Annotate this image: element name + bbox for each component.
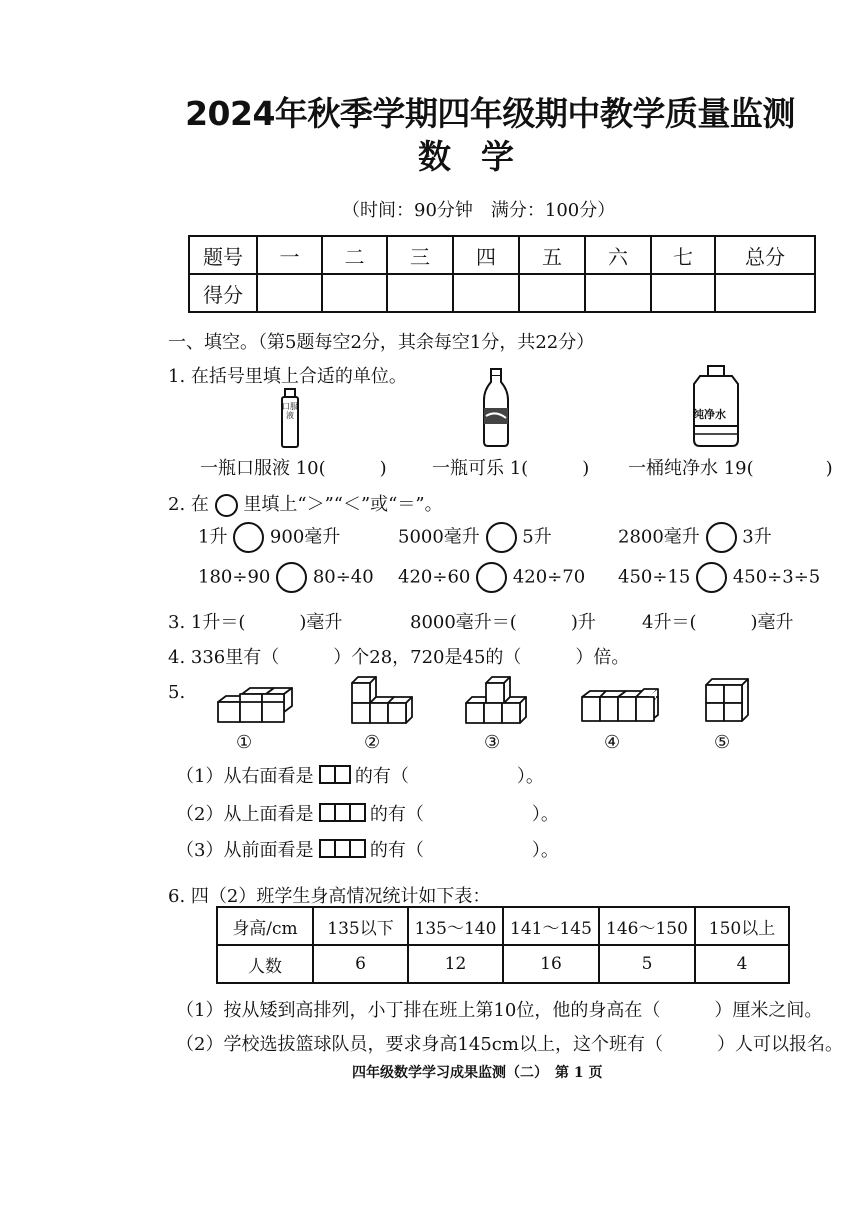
compare-item bbox=[198, 522, 340, 553]
q1-item: 一桶纯净水 19( ) bbox=[628, 458, 833, 479]
sub-prefix: （1）从右面看是 bbox=[176, 766, 314, 787]
answer-circle[interactable] bbox=[233, 522, 264, 553]
compare-right: 900毫升 bbox=[269, 526, 341, 548]
q6-sub1: （1）按从矮到高排列，小丁排在班上第10位，他的身高在（ ）厘米之间。 bbox=[176, 1000, 823, 1021]
count-cell: 6 bbox=[313, 945, 408, 983]
score-cell: 二 bbox=[322, 236, 387, 274]
score-cell: 三 bbox=[387, 236, 453, 274]
cube-figure-1 bbox=[212, 680, 302, 726]
figure-label: ① bbox=[236, 732, 253, 753]
score-blank[interactable] bbox=[651, 274, 715, 312]
score-table-score-row bbox=[189, 274, 815, 312]
figure-label: ⑤ bbox=[714, 732, 731, 753]
q1-text: 1. 在括号里填上合适的单位。 bbox=[168, 366, 407, 387]
three-squares-view-icon bbox=[319, 839, 364, 863]
compare-right: 420÷70 bbox=[512, 566, 586, 588]
height-table-header-row bbox=[217, 907, 789, 945]
height-header-cell: 135以下 bbox=[313, 907, 408, 945]
score-cell: 题号 bbox=[189, 236, 257, 274]
page-title: 2024年秋季学期四年级期中教学质量监测 bbox=[185, 94, 795, 133]
q5-sub3 bbox=[176, 836, 559, 863]
q1-item: 一瓶可乐 1( ) bbox=[432, 458, 590, 479]
count-cell: 12 bbox=[408, 945, 503, 983]
sub-suffix: 的有（ ）。 bbox=[369, 840, 559, 861]
cube-figure-2 bbox=[346, 673, 418, 725]
page-footer: 四年级数学学习成果监测（二） 第 1 页 bbox=[352, 1065, 603, 1081]
figure-label: ③ bbox=[484, 732, 501, 753]
q2-prefix: 2. 在 bbox=[168, 494, 209, 515]
sub-prefix: （3）从前面看是 bbox=[176, 840, 314, 861]
compare-item bbox=[398, 522, 552, 553]
circle-icon bbox=[215, 494, 238, 517]
q1-item: 一瓶口服液 10( ) bbox=[200, 458, 387, 479]
score-blank[interactable] bbox=[322, 274, 387, 312]
compare-left: 450÷15 bbox=[618, 566, 691, 588]
height-header-cell: 135～140 bbox=[408, 907, 503, 945]
q6-text: 6. 四（2）班学生身高情况统计如下表： bbox=[168, 886, 491, 907]
score-cell: 五 bbox=[519, 236, 585, 274]
count-cell: 4 bbox=[695, 945, 789, 983]
compare-right: 450÷3÷5 bbox=[732, 566, 821, 588]
compare-item bbox=[618, 522, 772, 553]
sub-suffix: 的有（ ）。 bbox=[369, 804, 559, 825]
answer-circle[interactable] bbox=[476, 562, 507, 593]
height-table-count-row bbox=[217, 945, 789, 983]
compare-item bbox=[618, 562, 820, 593]
score-blank[interactable] bbox=[453, 274, 519, 312]
score-cell: 六 bbox=[585, 236, 651, 274]
q5-sub1 bbox=[176, 762, 544, 789]
sub-suffix: 的有（ ）。 bbox=[354, 766, 544, 787]
height-header-cell: 身高/cm bbox=[217, 907, 313, 945]
section1-heading: 一、填空。（第5题每空2分，其余每空1分，共22分） bbox=[168, 332, 595, 353]
q4-text: 4. 336里有（ ）个28，720是45的（ ）倍。 bbox=[168, 647, 630, 668]
q5-sub2 bbox=[176, 800, 559, 827]
compare-left: 420÷60 bbox=[398, 566, 471, 588]
score-blank[interactable] bbox=[257, 274, 322, 312]
count-cell: 人数 bbox=[217, 945, 313, 983]
time-info: （时间：90分钟 满分：100分） bbox=[342, 200, 616, 221]
figure-label: ④ bbox=[604, 732, 621, 753]
score-blank[interactable] bbox=[519, 274, 585, 312]
q3-item: 4升＝( )毫升 bbox=[642, 612, 794, 633]
compare-left: 2800毫升 bbox=[618, 526, 700, 548]
score-cell: 四 bbox=[453, 236, 519, 274]
score-cell: 总分 bbox=[715, 236, 815, 274]
figure-label: ② bbox=[364, 732, 381, 753]
q6-sub2: （2）学校选拔篮球队员，要求身高145cm以上，这个班有（ ）人可以报名。 bbox=[176, 1034, 843, 1055]
answer-circle[interactable] bbox=[486, 522, 517, 553]
q3-item: 3. 1升＝( )毫升 bbox=[168, 612, 343, 633]
cola-bottle-icon bbox=[480, 368, 512, 448]
compare-item bbox=[398, 562, 585, 593]
bottle-label: 口服液 bbox=[282, 402, 298, 420]
compare-left: 180÷90 bbox=[198, 566, 271, 588]
cube-figure-5 bbox=[700, 675, 752, 725]
count-cell: 5 bbox=[599, 945, 695, 983]
bucket-label: 纯净水 bbox=[693, 408, 726, 421]
compare-right: 3升 bbox=[742, 526, 772, 548]
q2-instruction bbox=[168, 490, 443, 517]
score-cell: 七 bbox=[651, 236, 715, 274]
height-header-cell: 141～145 bbox=[503, 907, 599, 945]
score-label: 得分 bbox=[189, 274, 257, 312]
compare-item bbox=[198, 562, 374, 593]
height-header-cell: 146～150 bbox=[599, 907, 695, 945]
answer-circle[interactable] bbox=[696, 562, 727, 593]
answer-circle[interactable] bbox=[276, 562, 307, 593]
compare-right: 80÷40 bbox=[312, 566, 374, 588]
score-blank[interactable] bbox=[715, 274, 815, 312]
answer-circle[interactable] bbox=[706, 522, 737, 553]
compare-left: 1升 bbox=[198, 526, 228, 548]
score-cell: 一 bbox=[257, 236, 322, 274]
height-header-cell: 150以上 bbox=[695, 907, 789, 945]
cube-figure-3 bbox=[462, 673, 534, 725]
cube-figure-4 bbox=[578, 683, 662, 725]
compare-left: 5000毫升 bbox=[398, 526, 480, 548]
score-table bbox=[188, 235, 816, 313]
q3-item: 8000毫升＝( )升 bbox=[410, 612, 596, 633]
count-cell: 16 bbox=[503, 945, 599, 983]
score-blank[interactable] bbox=[387, 274, 453, 312]
score-table-header-row bbox=[189, 236, 815, 274]
sub-prefix: （2）从上面看是 bbox=[176, 804, 314, 825]
three-squares-view-icon bbox=[319, 803, 364, 827]
height-table bbox=[216, 906, 790, 984]
score-blank[interactable] bbox=[585, 274, 651, 312]
q5-number: 5. bbox=[168, 682, 186, 703]
two-squares-view-icon bbox=[319, 765, 349, 789]
subject-title: 数学 bbox=[418, 137, 544, 176]
compare-right: 5升 bbox=[522, 526, 552, 548]
q2-suffix: 里填上“＞”“＜”或“＝”。 bbox=[243, 494, 443, 515]
